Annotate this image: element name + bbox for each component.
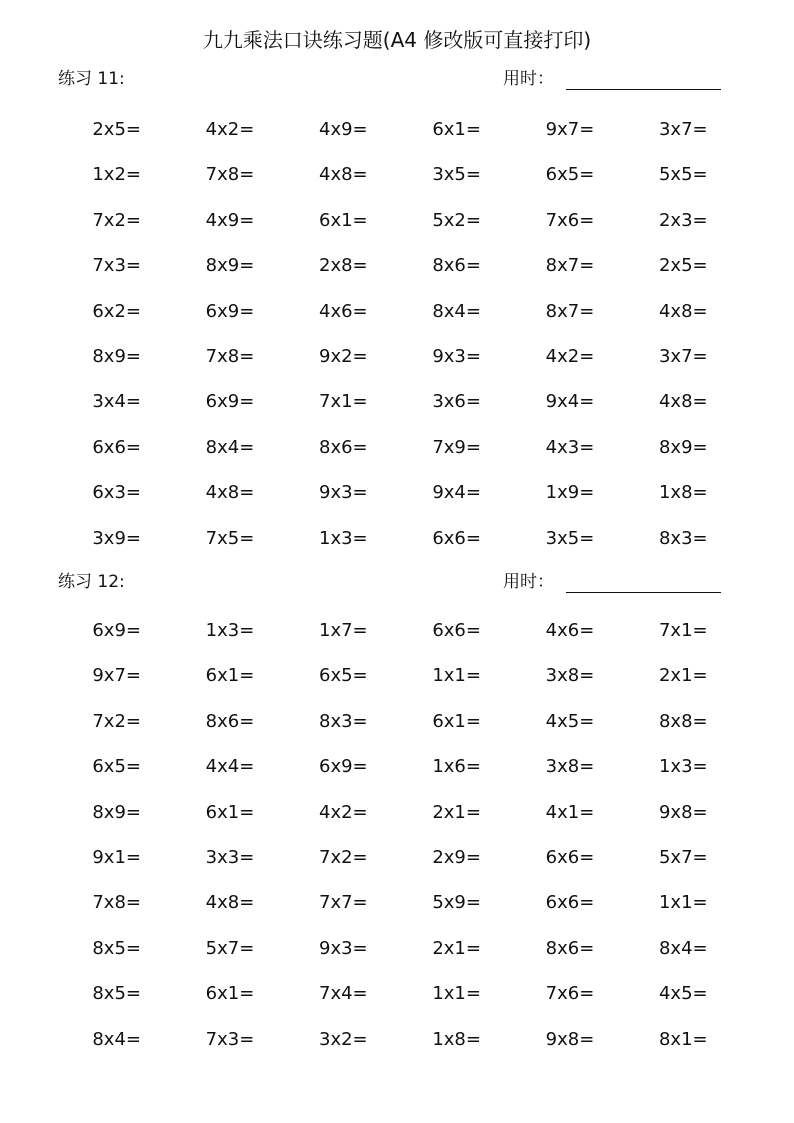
multiplication-problem: 6x6=	[432, 620, 481, 641]
multiplication-problem: 4x2=	[205, 119, 255, 140]
multiplication-problem: 4x8=	[658, 391, 708, 413]
multiplication-problem: 6x6=	[92, 436, 141, 458]
problem-row	[60, 481, 740, 526]
multiplication-problem: 7x8=	[205, 164, 255, 186]
multiplication-problem: 6x3=	[92, 482, 141, 504]
problem-row	[60, 982, 740, 1027]
multiplication-problem: 8x5=	[92, 983, 141, 1005]
problem-row	[60, 390, 740, 435]
multiplication-problem: 6x6=	[432, 527, 481, 549]
problem-row	[60, 436, 740, 481]
multiplication-problem: 1x6=	[432, 756, 481, 778]
problem-row	[60, 527, 740, 572]
multiplication-problem: 4x2=	[319, 801, 368, 823]
multiplication-problem: 1x1=	[658, 892, 708, 914]
exercise-label: 练习 11:	[58, 69, 125, 89]
problem-row	[60, 710, 740, 755]
multiplication-problem: 3x8=	[545, 665, 595, 687]
multiplication-problem: 3x5=	[432, 164, 481, 186]
multiplication-problem: 9x3=	[319, 482, 368, 504]
multiplication-problem: 4x5=	[545, 710, 595, 732]
multiplication-problem: 1x8=	[432, 1028, 481, 1050]
problem-row	[60, 801, 740, 846]
time-label: 用时：	[503, 572, 554, 592]
multiplication-problem: 2x9=	[432, 846, 481, 868]
multiplication-problem: 4x2=	[545, 345, 595, 367]
multiplication-problem: 8x4=	[92, 1028, 141, 1050]
multiplication-problem: 7x9=	[432, 436, 481, 458]
multiplication-problem: 1x3=	[319, 527, 368, 549]
multiplication-problem: 4x8=	[205, 892, 255, 914]
multiplication-problem: 2x1=	[658, 665, 708, 687]
multiplication-problem: 7x4=	[319, 983, 368, 1005]
multiplication-problem: 6x9=	[205, 300, 255, 322]
multiplication-problem: 4x8=	[658, 300, 708, 322]
multiplication-problem: 7x5=	[205, 527, 255, 549]
multiplication-problem: 6x1=	[432, 119, 481, 140]
multiplication-problem: 8x9=	[92, 345, 141, 367]
multiplication-problem: 9x1=	[92, 846, 141, 868]
multiplication-problem: 5x7=	[658, 846, 708, 868]
multiplication-problem: 2x3=	[658, 209, 708, 231]
multiplication-problem: 7x6=	[545, 209, 595, 231]
multiplication-problem: 7x7=	[319, 892, 368, 914]
multiplication-problem: 8x9=	[92, 801, 141, 823]
problem-row	[60, 254, 740, 299]
problem-row	[60, 1028, 740, 1073]
multiplication-problem: 4x6=	[319, 300, 368, 322]
multiplication-problem: 8x1=	[658, 1028, 708, 1050]
multiplication-problem: 6x1=	[205, 801, 255, 823]
multiplication-problem: 2x1=	[432, 801, 481, 823]
multiplication-problem: 9x8=	[658, 801, 708, 823]
multiplication-problem: 6x9=	[319, 756, 368, 778]
multiplication-problem: 4x8=	[205, 482, 255, 504]
multiplication-problem: 6x5=	[319, 665, 368, 687]
multiplication-problem: 2x8=	[319, 255, 368, 277]
multiplication-problem: 1x9=	[545, 482, 595, 504]
multiplication-problem: 7x8=	[205, 345, 255, 367]
problem-grid	[60, 118, 740, 572]
problem-row	[60, 846, 740, 891]
multiplication-problem: 6x6=	[545, 892, 595, 914]
multiplication-problem: 9x7=	[92, 665, 141, 687]
problem-row	[60, 118, 740, 163]
multiplication-problem: 4x9=	[205, 209, 255, 231]
multiplication-problem: 8x6=	[432, 255, 481, 277]
problem-row	[60, 209, 740, 254]
multiplication-problem: 5x9=	[432, 892, 481, 914]
multiplication-problem: 8x6=	[545, 937, 595, 959]
multiplication-problem: 6x5=	[545, 164, 595, 186]
multiplication-problem: 6x9=	[205, 391, 255, 413]
multiplication-problem: 7x2=	[319, 846, 368, 868]
multiplication-problem: 8x6=	[205, 710, 255, 732]
multiplication-problem: 1x7=	[319, 620, 368, 641]
multiplication-problem: 1x8=	[658, 482, 708, 504]
multiplication-problem: 6x1=	[319, 209, 368, 231]
multiplication-problem: 3x7=	[658, 345, 708, 367]
multiplication-problem: 6x5=	[92, 756, 141, 778]
multiplication-problem: 8x7=	[545, 300, 595, 322]
multiplication-problem: 3x8=	[545, 756, 595, 778]
multiplication-problem: 6x6=	[545, 846, 595, 868]
problem-row	[60, 163, 740, 208]
multiplication-problem: 4x8=	[319, 164, 368, 186]
multiplication-problem: 4x9=	[319, 119, 368, 140]
multiplication-problem: 8x4=	[205, 436, 255, 458]
multiplication-problem: 7x1=	[658, 620, 708, 641]
multiplication-problem: 1x3=	[658, 756, 708, 778]
multiplication-problem: 3x3=	[205, 846, 255, 868]
multiplication-problem: 6x2=	[92, 300, 141, 322]
problem-row	[60, 937, 740, 982]
multiplication-problem: 3x2=	[319, 1028, 368, 1050]
problem-grid	[60, 619, 740, 1073]
multiplication-problem: 6x1=	[432, 710, 481, 732]
multiplication-problem: 9x2=	[319, 345, 368, 367]
page-title: 九九乘法口诀练习题(A4 修改版可直接打印)	[202, 28, 592, 52]
problem-row	[60, 619, 740, 664]
multiplication-problem: 2x5=	[92, 119, 141, 140]
multiplication-problem: 5x7=	[205, 937, 255, 959]
multiplication-problem: 9x8=	[545, 1028, 595, 1050]
multiplication-problem: 7x3=	[205, 1028, 255, 1050]
multiplication-problem: 9x4=	[432, 482, 481, 504]
time-label: 用时：	[503, 69, 554, 89]
multiplication-problem: 7x3=	[92, 255, 141, 277]
multiplication-problem: 7x2=	[92, 710, 141, 732]
multiplication-problem: 8x3=	[319, 710, 368, 732]
multiplication-problem: 8x8=	[658, 710, 708, 732]
multiplication-problem: 8x4=	[658, 937, 708, 959]
multiplication-problem: 3x7=	[658, 119, 708, 140]
problem-row	[60, 755, 740, 800]
multiplication-problem: 8x4=	[432, 300, 481, 322]
multiplication-problem: 4x1=	[545, 801, 595, 823]
multiplication-problem: 7x8=	[92, 892, 141, 914]
exercise-label: 练习 12:	[58, 572, 125, 592]
multiplication-problem: 7x2=	[92, 209, 141, 231]
multiplication-problem: 8x9=	[658, 436, 708, 458]
multiplication-problem: 9x7=	[545, 119, 595, 140]
problem-row	[60, 891, 740, 936]
multiplication-problem: 8x7=	[545, 255, 595, 277]
multiplication-problem: 1x3=	[205, 620, 255, 641]
time-answer-line[interactable]	[566, 592, 721, 593]
multiplication-problem: 4x4=	[205, 756, 255, 778]
multiplication-problem: 8x3=	[658, 527, 708, 549]
multiplication-problem: 3x9=	[92, 527, 141, 549]
multiplication-problem: 8x6=	[319, 436, 368, 458]
multiplication-problem: 7x6=	[545, 983, 595, 1005]
multiplication-problem: 2x5=	[658, 255, 708, 277]
multiplication-problem: 6x1=	[205, 665, 255, 687]
multiplication-problem: 4x6=	[545, 620, 595, 641]
multiplication-problem: 4x3=	[545, 436, 595, 458]
multiplication-problem: 8x9=	[205, 255, 255, 277]
multiplication-problem: 5x2=	[432, 209, 481, 231]
multiplication-problem: 8x5=	[92, 937, 141, 959]
multiplication-problem: 3x5=	[545, 527, 595, 549]
multiplication-problem: 3x4=	[92, 391, 141, 413]
multiplication-problem: 6x1=	[205, 983, 255, 1005]
multiplication-problem: 4x5=	[658, 983, 708, 1005]
multiplication-problem: 5x5=	[658, 164, 708, 186]
multiplication-problem: 1x1=	[432, 983, 481, 1005]
multiplication-problem: 2x1=	[432, 937, 481, 959]
problem-row	[60, 345, 740, 390]
time-answer-line[interactable]	[566, 89, 721, 90]
multiplication-problem: 1x1=	[432, 665, 481, 687]
multiplication-problem: 9x3=	[432, 345, 481, 367]
problem-row	[60, 300, 740, 345]
multiplication-problem: 9x4=	[545, 391, 595, 413]
multiplication-problem: 3x6=	[432, 391, 481, 413]
multiplication-problem: 7x1=	[319, 391, 368, 413]
multiplication-problem: 6x9=	[92, 620, 141, 641]
problem-row	[60, 664, 740, 709]
multiplication-problem: 9x3=	[319, 937, 368, 959]
multiplication-problem: 1x2=	[92, 164, 141, 186]
